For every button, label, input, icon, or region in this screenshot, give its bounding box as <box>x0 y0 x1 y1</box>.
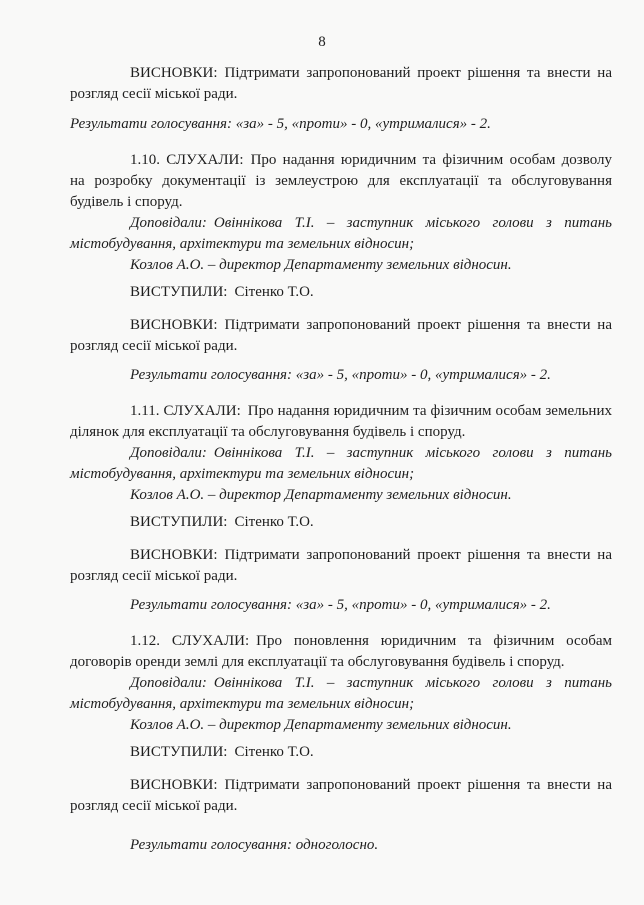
reporters-label: Доповідали: <box>130 445 207 461</box>
spoke-paragraph <box>70 512 612 533</box>
vote-result-line: Результати голосування: одноголосно. <box>130 837 379 853</box>
heard-text: Про поновлення юридичним та фізичним особам договорів оренди землі для експлуатації та обслуговування будівель і споруд. <box>70 633 612 670</box>
conclusions-paragraph <box>70 775 612 817</box>
reporters-paragraph <box>70 213 612 255</box>
vote-result-line: Результати голосування: «за» - 5, «проти» - 0, «утрималися» - 2. <box>130 597 551 613</box>
conclusions-label: ВИСНОВКИ: <box>130 547 218 563</box>
reporters-paragraph <box>70 443 612 485</box>
reporter-paragraph: Козлов А.О. – директор Департаменту земельних відносин. <box>130 717 512 733</box>
conclusions-label: ВИСНОВКИ: <box>130 777 218 793</box>
heard-paragraph <box>70 631 612 673</box>
heard-text: Про надання юридичним та фізичним особам земельних ділянок для експлуатації та обслуговування будівель і споруд. <box>70 403 612 440</box>
page-number: 8 <box>318 34 326 50</box>
heard-text: Про надання юридичним та фізичним особам дозволу на розробку документації із землеустрою для експлуатації та обслуговування будівель і споруд. <box>70 152 612 210</box>
heard-paragraph <box>70 401 612 443</box>
spoke-label: ВИСТУПИЛИ: <box>130 744 228 760</box>
reporter-paragraph: Козлов А.О. – директор Департаменту земельних відносин. <box>130 257 512 273</box>
conclusions-text: Підтримати запропонований проект рішення та внести на розгляд сесії міської ради. <box>70 317 612 354</box>
vote-result-line: Результати голосування: «за» - 5, «проти» - 0, «утрималися» - 2. <box>130 367 551 383</box>
conclusions-text: Підтримати запропонований проект рішення та внести на розгляд сесії міської ради. <box>70 65 612 102</box>
reporter-entry: Овіннікова Т.І. – заступник міського голови з питань містобудування, архітектури та земельних відносин; <box>70 445 612 482</box>
conclusions-text: Підтримати запропонований проект рішення та внести на розгляд сесії міської ради. <box>70 547 612 584</box>
heard-label: 1.11. СЛУХАЛИ: <box>130 403 241 419</box>
spoke-names: Сітенко Т.О. <box>234 284 314 300</box>
heard-label: 1.12. СЛУХАЛИ: <box>130 633 250 649</box>
heard-paragraph <box>70 150 612 213</box>
spoke-label: ВИСТУПИЛИ: <box>130 284 228 300</box>
reporter-entry: Овіннікова Т.І. – заступник міського голови з питань містобудування, архітектури та земельних відносин; <box>70 675 612 712</box>
spoke-names: Сітенко Т.О. <box>234 514 314 530</box>
reporter-paragraph: Козлов А.О. – директор Департаменту земельних відносин. <box>130 487 512 503</box>
spoke-paragraph <box>70 742 612 763</box>
reporters-label: Доповідали: <box>130 215 207 231</box>
spoke-names: Сітенко Т.О. <box>234 744 314 760</box>
spoke-paragraph <box>70 282 612 303</box>
conclusions-paragraph <box>70 63 612 105</box>
spoke-label: ВИСТУПИЛИ: <box>130 514 228 530</box>
reporters-paragraph <box>70 673 612 715</box>
vote-result-line: Результати голосування: «за» - 5, «проти» - 0, «утрималися» - 2. <box>70 116 491 132</box>
reporter-entry: Овіннікова Т.І. – заступник міського голови з питань містобудування, архітектури та земельних відносин; <box>70 215 612 252</box>
conclusions-text: Підтримати запропонований проект рішення та внести на розгляд сесії міської ради. <box>70 777 612 814</box>
conclusions-label: ВИСНОВКИ: <box>130 65 218 81</box>
conclusions-paragraph <box>70 315 612 357</box>
heard-label: 1.10. СЛУХАЛИ: <box>130 152 244 168</box>
conclusions-paragraph <box>70 545 612 587</box>
conclusions-label: ВИСНОВКИ: <box>130 317 218 333</box>
reporters-label: Доповідали: <box>130 675 207 691</box>
